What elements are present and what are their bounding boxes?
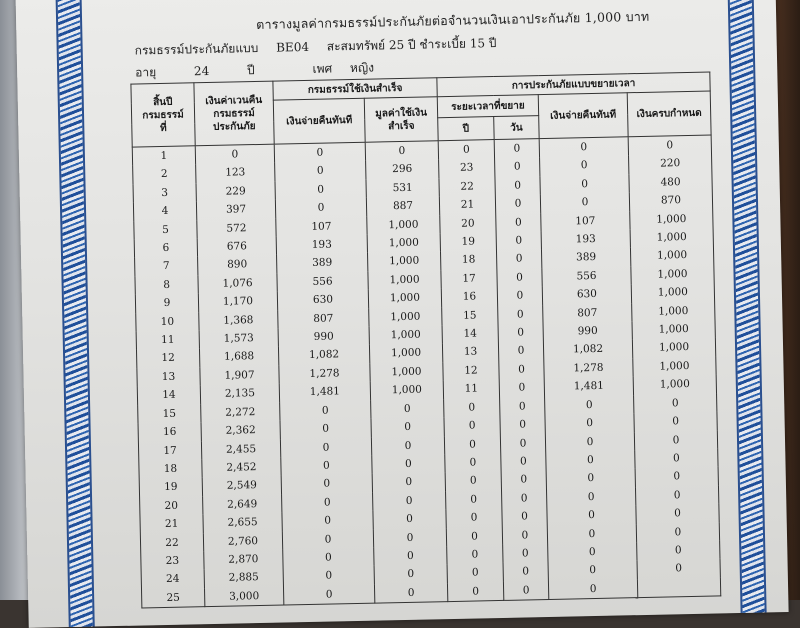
sex-label: เพศ — [312, 61, 333, 76]
cell-ext-endowment: 1,000 — [633, 356, 716, 376]
cell-ext-days: 0 — [500, 415, 545, 434]
cell-ext-days: 0 — [496, 250, 541, 269]
header-paidup-cash: เงินจ่ายคืนทันที — [273, 98, 365, 144]
cell-ext-endowment: 1,000 — [632, 301, 715, 321]
cell-paidup-sum: 531 — [366, 178, 439, 198]
cell-paidup-cash: 1,481 — [279, 382, 370, 402]
cell-cash-value: 2,760 — [203, 531, 282, 551]
cell-ext-days: 0 — [496, 213, 541, 232]
cell-paidup-sum: 296 — [366, 160, 439, 180]
cell-ext-endowment: 0 — [634, 393, 717, 413]
cell-ext-return: 0 — [548, 560, 637, 580]
document-title: ตารางมูลค่ากรมธรรม์ประกันภัยต่อจำนวนเงินเอาประกันภัย 1,000 บาท — [256, 8, 650, 32]
cell-ext-endowment: 0 — [628, 135, 711, 156]
cell-paidup-sum: 0 — [374, 564, 447, 584]
cell-paidup-sum: 0 — [373, 491, 446, 511]
cell-ext-endowment: 1,000 — [631, 264, 714, 284]
decorative-border-right — [727, 0, 766, 613]
cell-ext-return: 807 — [543, 303, 632, 323]
cell-ext-endowment: 0 — [635, 467, 718, 487]
cell-paidup-sum: 0 — [371, 399, 444, 419]
cell-cash-value: 229 — [196, 181, 275, 201]
cell-ext-days: 0 — [494, 139, 539, 159]
cell-ext-years: 15 — [442, 306, 498, 326]
cell-ext-days: 0 — [497, 286, 542, 305]
cell-ext-years: 0 — [445, 471, 501, 491]
cell-paidup-sum: 1,000 — [369, 325, 442, 345]
cell-paidup-cash: 0 — [283, 584, 374, 605]
cell-ext-endowment: 220 — [629, 154, 712, 174]
policy-value-table — [130, 71, 721, 608]
cell-ext-endowment: 1,000 — [630, 209, 713, 229]
header-extended-days: วัน — [494, 116, 539, 140]
cell-ext-days: 0 — [499, 360, 544, 379]
cell-paidup-sum: 887 — [366, 196, 439, 216]
cell-year: 10 — [136, 312, 199, 332]
cell-ext-days: 0 — [502, 526, 547, 545]
cell-paidup-cash: 807 — [278, 308, 369, 328]
cell-ext-years: 11 — [443, 379, 499, 399]
cell-cash-value: 2,272 — [201, 402, 280, 422]
cell-paidup-sum: 1,000 — [370, 380, 443, 400]
cell-ext-return: 0 — [546, 468, 635, 488]
cell-year: 2 — [133, 165, 196, 185]
cell-paidup-sum: 1,000 — [368, 288, 441, 308]
cell-ext-days: 0 — [501, 470, 546, 489]
cell-ext-days: 0 — [495, 176, 540, 195]
cell-year: 14 — [137, 386, 200, 406]
cell-cash-value: 2,452 — [202, 457, 281, 477]
cell-ext-years: 14 — [442, 324, 498, 344]
decorative-border-left — [55, 0, 94, 627]
cell-cash-value: 2,362 — [201, 421, 280, 441]
cell-cash-value: 2,455 — [201, 439, 280, 459]
cell-paidup-sum: 1,000 — [369, 307, 442, 327]
cell-ext-endowment: 0 — [636, 522, 719, 542]
cell-paidup-cash: 389 — [277, 253, 368, 273]
cell-ext-return: 1,481 — [544, 376, 633, 396]
cell-ext-endowment: 1,000 — [632, 338, 715, 358]
cell-ext-days: 0 — [498, 323, 543, 342]
cell-ext-years: 0 — [444, 434, 500, 454]
cell-ext-years: 20 — [440, 214, 496, 234]
cell-cash-value: 0 — [195, 144, 274, 165]
cell-ext-days: 0 — [503, 562, 548, 581]
cell-ext-days: 0 — [500, 434, 545, 453]
cell-ext-years: 22 — [439, 177, 495, 197]
cell-cash-value: 1,076 — [198, 273, 277, 293]
cell-ext-years: 21 — [439, 195, 495, 215]
cell-ext-return: 990 — [543, 321, 632, 341]
cell-cash-value: 1,170 — [198, 292, 277, 312]
cell-cash-value: 397 — [196, 200, 275, 220]
cell-year: 1 — [132, 146, 195, 166]
cell-ext-years: 19 — [440, 232, 496, 252]
cell-paidup-sum: 1,000 — [367, 233, 440, 253]
plan-description: สะสมทรัพย์ 25 ปี ชำระเบี้ย 15 ปี — [326, 35, 497, 54]
cell-ext-years: 17 — [441, 269, 497, 289]
cell-ext-return: 0 — [548, 579, 637, 600]
cell-ext-days: 0 — [501, 489, 546, 508]
cell-ext-endowment: 1,000 — [633, 375, 716, 395]
cell-paidup-sum: 1,000 — [370, 362, 443, 382]
cell-ext-days: 0 — [501, 452, 546, 471]
cell-paidup-cash: 193 — [276, 235, 367, 255]
cell-paidup-sum: 0 — [372, 454, 445, 474]
cell-ext-return: 193 — [541, 229, 630, 249]
header-cash-value: เงินค่าเวนคืน กรมธรรม์ ประกันภัย — [194, 81, 274, 146]
cell-ext-endowment — [637, 577, 720, 598]
table-body — [132, 135, 721, 608]
cell-year: 20 — [140, 496, 203, 516]
cell-ext-endowment: 870 — [629, 191, 712, 211]
cell-ext-endowment: 0 — [637, 540, 720, 560]
cell-ext-years: 16 — [441, 287, 497, 307]
cell-paidup-sum: 1,000 — [368, 270, 441, 290]
cell-ext-return: 389 — [541, 248, 630, 268]
cell-paidup-cash: 0 — [280, 419, 371, 439]
cell-year: 22 — [140, 533, 203, 553]
cell-ext-years: 0 — [447, 582, 503, 602]
cell-ext-years: 23 — [439, 158, 495, 178]
cell-ext-years: 0 — [446, 526, 502, 546]
cell-ext-years: 0 — [446, 490, 502, 510]
cell-ext-endowment: 1,000 — [630, 246, 713, 266]
cell-cash-value: 676 — [197, 237, 276, 257]
cell-year: 5 — [134, 220, 197, 240]
cell-ext-days: 0 — [500, 397, 545, 416]
cell-cash-value: 3,000 — [204, 586, 283, 607]
cell-ext-return: 0 — [540, 174, 629, 194]
age-value: 24 — [193, 63, 210, 79]
cell-paidup-cash: 1,278 — [279, 364, 370, 384]
cell-ext-endowment: 0 — [635, 448, 718, 468]
cell-ext-years: 12 — [443, 361, 499, 381]
cell-paidup-cash: 0 — [282, 492, 373, 512]
age-unit: ปี — [246, 63, 255, 78]
cell-ext-endowment: 1,000 — [630, 228, 713, 248]
cell-ext-endowment: 0 — [634, 430, 717, 450]
cell-paidup-cash: 0 — [275, 180, 366, 200]
cell-ext-years: 0 — [444, 398, 500, 418]
cell-paidup-cash: 0 — [282, 511, 373, 531]
cell-year: 17 — [138, 441, 201, 461]
cell-year: 24 — [141, 570, 204, 590]
cell-year: 25 — [142, 588, 205, 608]
plan-info — [135, 34, 511, 61]
cell-ext-years: 13 — [442, 342, 498, 362]
cell-paidup-sum: 0 — [374, 546, 447, 566]
cell-cash-value: 2,135 — [200, 384, 279, 404]
cell-ext-return: 0 — [546, 450, 635, 470]
cell-paidup-cash: 0 — [283, 548, 374, 568]
document-sheet — [15, 0, 788, 628]
cell-cash-value: 2,655 — [203, 513, 282, 533]
cell-ext-days: 0 — [503, 581, 548, 601]
cell-paidup-cash: 0 — [275, 161, 366, 181]
cell-paidup-cash: 556 — [277, 272, 368, 292]
cell-paidup-cash: 0 — [280, 400, 371, 420]
cell-cash-value: 123 — [196, 163, 275, 183]
cell-paidup-sum: 1,000 — [367, 215, 440, 235]
cell-ext-return: 0 — [539, 137, 628, 158]
cell-year: 9 — [135, 294, 198, 314]
cell-ext-years: 0 — [446, 508, 502, 528]
cell-year: 19 — [139, 478, 202, 498]
cell-ext-return: 0 — [545, 413, 634, 433]
cell-year: 12 — [136, 349, 199, 369]
cell-ext-endowment: 0 — [636, 504, 719, 524]
cell-ext-return: 107 — [541, 211, 630, 231]
cell-cash-value: 1,688 — [199, 347, 278, 367]
cell-ext-return: 0 — [545, 432, 634, 452]
header-extended-return: เงินจ่ายคืนทันที — [538, 93, 628, 139]
plan-code: BE04 — [276, 39, 310, 55]
cell-year: 6 — [134, 238, 197, 258]
cell-ext-days: 0 — [503, 544, 548, 563]
cell-ext-return: 0 — [540, 192, 629, 212]
cell-paidup-cash: 0 — [282, 529, 373, 549]
cell-ext-days: 0 — [496, 231, 541, 250]
header-policy-year: สิ้นปี กรมธรรม์ ที่ — [131, 83, 195, 147]
cell-ext-endowment: 480 — [629, 172, 712, 192]
header-paidup-sum: มูลค่าใช้เงิน สำเร็จ — [364, 97, 438, 143]
header-extended-years: ปี — [438, 117, 494, 141]
cell-cash-value: 2,649 — [203, 494, 282, 514]
sex-value: หญิง — [349, 60, 375, 76]
cell-paidup-sum: 0 — [374, 583, 447, 603]
cell-paidup-cash: 0 — [274, 142, 365, 163]
cell-paidup-cash: 0 — [280, 437, 371, 457]
header-paidup-group: กรมธรรม์ใช้เงินสำเร็จ — [273, 78, 437, 100]
cell-ext-years: 0 — [438, 140, 494, 160]
cell-ext-days: 0 — [495, 194, 540, 213]
cell-year: 16 — [138, 422, 201, 442]
cell-ext-days: 0 — [502, 507, 547, 526]
cell-ext-years: 0 — [447, 563, 503, 583]
cell-paidup-sum: 0 — [373, 528, 446, 548]
cell-ext-return: 0 — [547, 505, 636, 525]
cell-ext-endowment: 1,000 — [631, 283, 714, 303]
cell-ext-endowment: 1,000 — [632, 320, 715, 340]
cell-paidup-sum: 0 — [371, 436, 444, 456]
cell-ext-years: 0 — [445, 453, 501, 473]
cell-year: 18 — [139, 459, 202, 479]
cell-paidup-cash: 0 — [283, 566, 374, 586]
header-extended-endowment: เงินครบกำหนด — [627, 91, 711, 137]
cell-ext-return: 0 — [547, 524, 636, 544]
cell-cash-value: 1,907 — [200, 365, 279, 385]
cell-paidup-cash: 0 — [275, 198, 366, 218]
cell-ext-return: 1,082 — [543, 340, 632, 360]
cell-ext-return: 556 — [542, 266, 631, 286]
cell-ext-years: 0 — [447, 545, 503, 565]
cell-ext-days: 0 — [499, 378, 544, 397]
plan-label: กรมธรรม์ประกันภัยแบบ — [134, 40, 259, 58]
cell-year: 4 — [133, 202, 196, 222]
cell-cash-value: 2,885 — [204, 568, 283, 588]
cell-ext-endowment: 0 — [637, 559, 720, 579]
cell-cash-value: 2,549 — [202, 476, 281, 496]
cell-ext-years: 0 — [444, 416, 500, 436]
cell-paidup-sum: 0 — [373, 509, 446, 529]
cell-ext-days: 0 — [498, 305, 543, 324]
cell-year: 3 — [133, 183, 196, 203]
age-label: อายุ — [135, 65, 157, 80]
header-extended-period: ระยะเวลาที่ขยาย — [437, 95, 538, 118]
cell-ext-return: 1,278 — [544, 358, 633, 378]
cell-ext-days: 0 — [498, 342, 543, 361]
cell-year: 15 — [138, 404, 201, 424]
cell-ext-endowment: 0 — [635, 485, 718, 505]
cell-year: 7 — [135, 257, 198, 277]
cell-cash-value: 2,870 — [204, 549, 283, 569]
cell-paidup-sum: 0 — [371, 417, 444, 437]
cell-paidup-sum: 0 — [372, 472, 445, 492]
cell-paidup-sum: 1,000 — [368, 252, 441, 272]
cell-cash-value: 1,573 — [199, 329, 278, 349]
cell-paidup-cash: 107 — [276, 216, 367, 236]
cell-ext-return: 0 — [540, 156, 629, 176]
cell-ext-days: 0 — [497, 268, 542, 287]
cell-ext-days: 0 — [495, 157, 540, 176]
cell-paidup-cash: 630 — [277, 290, 368, 310]
cell-ext-return: 0 — [548, 542, 637, 562]
cell-paidup-sum: 1,000 — [369, 344, 442, 364]
cell-cash-value: 572 — [197, 218, 276, 238]
header-extended-group: การประกันภัยแบบขยายเวลา — [437, 72, 710, 97]
cell-ext-years: 18 — [440, 250, 496, 270]
cell-paidup-sum: 0 — [365, 141, 438, 161]
cell-ext-return: 0 — [546, 487, 635, 507]
cell-ext-return: 0 — [545, 395, 634, 415]
cell-year: 8 — [135, 275, 198, 295]
cell-ext-endowment: 0 — [634, 412, 717, 432]
cell-year: 13 — [137, 367, 200, 387]
cell-paidup-cash: 0 — [281, 456, 372, 476]
cell-paidup-cash: 0 — [281, 474, 372, 494]
cell-ext-return: 630 — [542, 284, 631, 304]
cell-paidup-cash: 990 — [278, 327, 369, 347]
cell-year: 23 — [141, 551, 204, 571]
cell-cash-value: 1,368 — [199, 310, 278, 330]
cell-cash-value: 890 — [198, 255, 277, 275]
cell-paidup-cash: 1,082 — [278, 345, 369, 365]
cell-year: 21 — [140, 514, 203, 534]
cell-year: 11 — [136, 330, 199, 350]
